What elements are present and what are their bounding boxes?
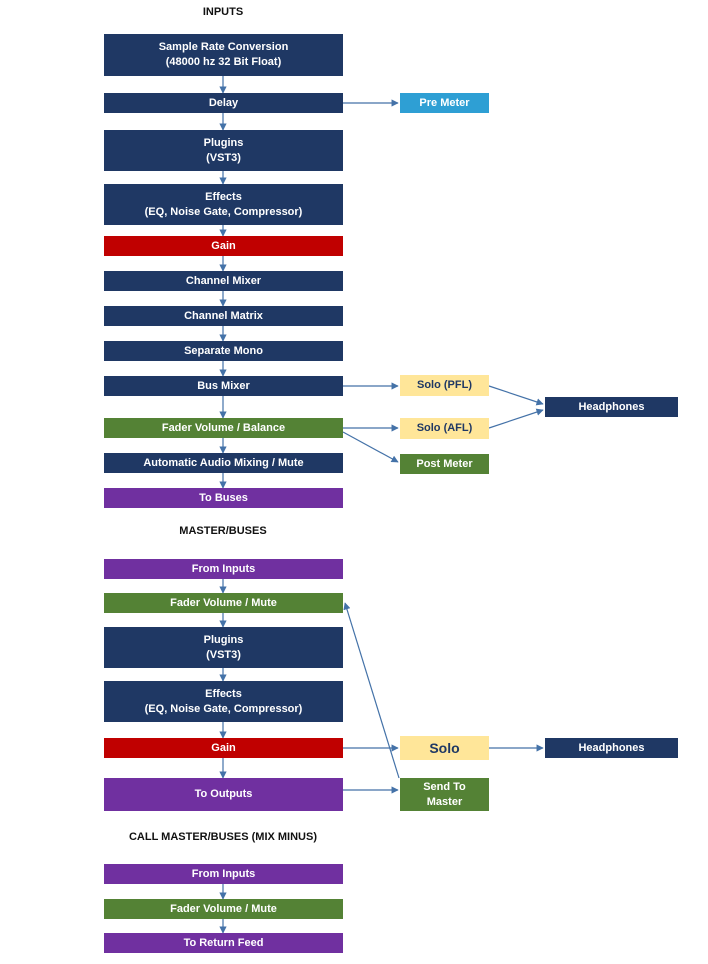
node-headphones-master[interactable] [545, 738, 678, 758]
node-label-primary: Channel Matrix [184, 309, 263, 322]
node-label-primary: Separate Mono [184, 344, 263, 357]
node-label-primary: Sample Rate Conversion [158, 41, 289, 54]
node-label-primary: Fader Volume / Mute [170, 596, 277, 609]
node-label-primary: Delay [208, 96, 239, 109]
node-label-primary: Gain [211, 741, 236, 754]
node-from-inputs-call[interactable] [104, 864, 343, 884]
node-label-primary: Headphones [578, 741, 645, 754]
section-title-call: CALL MASTER/BUSES (MIX MINUS) [128, 831, 318, 843]
node-label-primary: To Outputs [194, 788, 253, 801]
node-sample-rate-conversion[interactable] [104, 34, 343, 76]
wire-solo-afl-to-headphones [489, 410, 543, 428]
node-label-primary: From Inputs [191, 562, 256, 575]
node-effects-master[interactable] [104, 681, 343, 722]
node-label-primary: Pre Meter [419, 96, 470, 109]
node-label-primary: Solo (PFL) [417, 379, 472, 392]
section-title-master: MASTER/BUSES [179, 525, 267, 537]
node-label-secondary: (VST3) [206, 648, 241, 661]
node-fader-volume-balance[interactable] [104, 418, 343, 438]
node-automatic-audio-mixing-mute[interactable] [104, 453, 343, 473]
node-label-primary: Fader Volume / Balance [161, 421, 286, 434]
node-label-secondary: (48000 hz 32 Bit Float) [165, 56, 282, 68]
node-to-return-feed[interactable] [104, 933, 343, 953]
node-separate-mono[interactable] [104, 341, 343, 361]
node-channel-matrix[interactable] [104, 306, 343, 326]
node-fader-volume-mute-master[interactable] [104, 593, 343, 613]
node-label-primary: Solo [429, 739, 460, 756]
node-bus-mixer[interactable] [104, 376, 343, 396]
node-label-primary: Plugins [203, 136, 244, 149]
node-solo-afl[interactable] [400, 418, 489, 439]
node-label-primary: Gain [211, 239, 236, 252]
wire-fader-to-post-meter [343, 432, 398, 462]
node-fader-volume-mute-call[interactable] [104, 899, 343, 919]
node-label-secondary: Master [426, 795, 463, 808]
node-label-primary: Automatic Audio Mixing / Mute [143, 456, 304, 469]
node-plugins-master[interactable] [104, 627, 343, 668]
node-label-secondary: (EQ, Noise Gate, Compressor) [144, 702, 303, 715]
wire-send-to-master-to-fader-master [345, 603, 399, 778]
node-label-secondary: (VST3) [206, 151, 241, 164]
section-title-inputs: INPUTS [202, 6, 244, 18]
node-label-primary: Effects [205, 190, 242, 203]
node-label-primary: From Inputs [191, 867, 256, 880]
node-solo-master[interactable] [400, 736, 489, 760]
node-send-to-master[interactable] [400, 778, 489, 811]
node-label-primary: To Return Feed [183, 936, 264, 949]
node-label-primary: To Buses [199, 491, 248, 504]
node-channel-mixer[interactable] [104, 271, 343, 291]
node-post-meter[interactable] [400, 454, 489, 474]
node-label-primary: Fader Volume / Mute [170, 902, 277, 915]
node-gain-master[interactable] [104, 738, 343, 758]
node-label-secondary: (EQ, Noise Gate, Compressor) [144, 205, 303, 218]
node-label-primary: Headphones [578, 400, 645, 413]
node-label-primary: Channel Mixer [185, 274, 262, 287]
wire-solo-pfl-to-headphones [489, 386, 543, 404]
node-label-primary: Plugins [203, 633, 244, 646]
node-label-primary: Effects [205, 687, 242, 700]
node-headphones-inputs[interactable] [545, 397, 678, 417]
node-label-primary: Send To [423, 780, 466, 793]
node-label-primary: Bus Mixer [197, 379, 250, 392]
node-label-primary: Solo (AFL) [416, 422, 473, 435]
node-effects-inputs[interactable] [104, 184, 343, 225]
node-gain-inputs[interactable] [104, 236, 343, 256]
node-to-outputs[interactable] [104, 778, 343, 811]
node-pre-meter[interactable] [400, 93, 489, 113]
node-to-buses[interactable] [104, 488, 343, 508]
node-from-inputs-master[interactable] [104, 559, 343, 579]
node-plugins-inputs[interactable] [104, 130, 343, 171]
node-label-primary: Post Meter [416, 457, 473, 470]
node-delay[interactable] [104, 93, 343, 113]
node-solo-pfl[interactable] [400, 375, 489, 396]
